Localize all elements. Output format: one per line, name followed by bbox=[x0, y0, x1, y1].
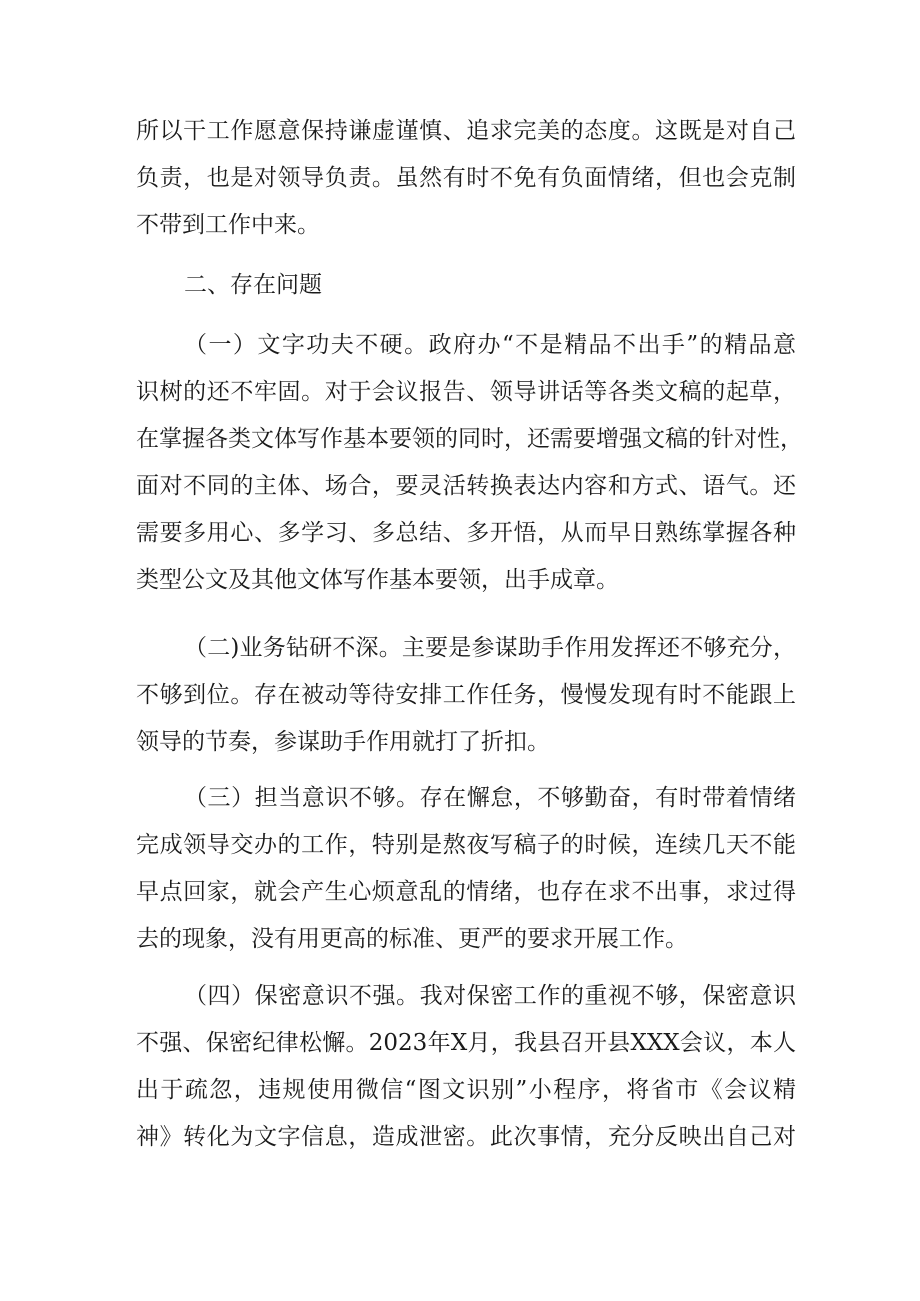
paragraph-line: 早点回家，就会产生心烦意乱的情绪，也存在求不出事，求过得 bbox=[136, 879, 796, 905]
paragraph-line: 不强、保密纪律松懈。2023年X月，我县召开县XXX会议，本人 bbox=[136, 1030, 796, 1056]
paragraph-attitude-continuation bbox=[136, 108, 796, 249]
paragraph-confidentiality bbox=[136, 973, 796, 1161]
paragraph-line: 识树的还不牢固。对于会议报告、领导讲话等各类文稿的起草， bbox=[136, 379, 796, 405]
paragraph-line: 需要多用心、多学习、多总结、多开悟，从而早日熟练掌握各种 bbox=[136, 520, 796, 546]
paragraph-line: 神》转化为文字信息，造成泄密。此次事情，充分反映出自己对 bbox=[136, 1124, 796, 1150]
paragraph-line: 所以干工作愿意保持谦虚谨慎、追求完美的态度。这既是对自己 bbox=[136, 118, 796, 144]
paragraph-line: 去的现象，没有用更高的标准、更严的要求开展工作。 bbox=[136, 926, 688, 952]
paragraph-line: （二)业务钻研不深。主要是参谋助手作用发挥还不够充分， bbox=[184, 635, 796, 661]
paragraph-line: （一）文字功夫不硬。政府办“不是精品不出手”的精品意 bbox=[184, 332, 796, 358]
paragraph-writing-skill bbox=[136, 322, 803, 604]
paragraph-line: （三）担当意识不够。存在懈怠，不够勤奋，有时带着情绪 bbox=[184, 785, 796, 811]
paragraph-responsibility bbox=[136, 775, 796, 963]
paragraph-line: 不够到位。存在被动等待安排工作任务，慢慢发现有时不能跟上 bbox=[136, 682, 796, 708]
section-heading-problems bbox=[136, 262, 796, 309]
paragraph-line: 负责，也是对领导负责。虽然有时不免有负面情绪，但也会克制 bbox=[136, 165, 796, 191]
paragraph-line: 面对不同的主体、场合，要灵活转换表达内容和方式、语气。还 bbox=[136, 473, 796, 499]
paragraph-business-study bbox=[136, 625, 796, 766]
paragraph-line: 出于疏忽，违规使用微信“图文识别”小程序，将省市《会议精 bbox=[136, 1077, 796, 1103]
paragraph-line: （四）保密意识不强。我对保密工作的重视不够，保密意识 bbox=[184, 983, 796, 1009]
section-heading-text: 二、存在问题 bbox=[184, 272, 322, 298]
paragraph-line: 类型公文及其他文体写作基本要领，出手成章。 bbox=[136, 567, 619, 593]
paragraph-line: 领导的节奏，参谋助手作用就打了折扣。 bbox=[136, 729, 550, 755]
paragraph-line: 在掌握各类文体写作基本要领的同时，还需要增强文稿的针对性， bbox=[136, 426, 803, 452]
paragraph-line: 完成领导交办的工作，特别是熬夜写稿子的时候，连续几天不能 bbox=[136, 832, 796, 858]
paragraph-line: 不带到工作中来。 bbox=[136, 212, 320, 238]
